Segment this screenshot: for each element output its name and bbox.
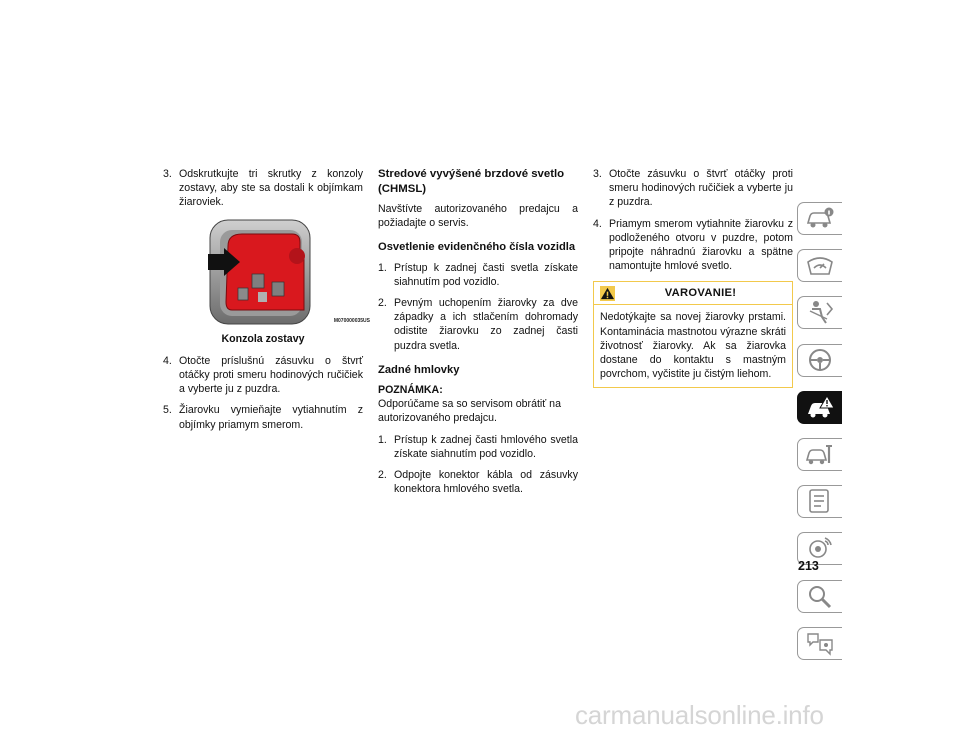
tab-steering[interactable] — [797, 344, 842, 377]
warning-text: Nedotýkajte sa novej žiarovky prstami. Kontaminácia mastnotou výrazne skráti životnosť žiarovky. Ak sa žiarovka dostane do kontaktu s mastným povrchom, vyčistite ju čistým liehom. — [600, 311, 786, 381]
step-text: Odpojte konektor kábla od zásuvky konektora hmlového svetla. — [394, 469, 578, 496]
step-text: Odskrutkujte tri skrutky z konzoly zostavy, aby ste sa dostali k objímkam žiaroviek. — [179, 168, 363, 209]
safety-person-icon — [805, 299, 835, 325]
column-left — [163, 167, 370, 439]
note-title: POZNÁMKA: — [378, 384, 443, 397]
specifications-list-icon — [805, 488, 835, 514]
warning-box — [593, 281, 793, 388]
step-text: Pevným uchopením žiarovky za dve západky a ich stlačením dohromady odistite žiarovku zo zadnej časti puzdra svetla. — [394, 297, 578, 352]
note-text: Odporúčame sa so servisom obrátiť na autorizovaného predajcu. — [378, 398, 561, 425]
step-number: 3. — [163, 168, 172, 180]
multimedia-icon — [805, 535, 835, 561]
step-number: 2. — [378, 469, 387, 482]
dashboard-icon — [805, 252, 835, 278]
assembly-console-figure — [208, 218, 368, 326]
step-number: 1. — [378, 433, 387, 446]
column-right — [593, 167, 793, 388]
step-text: Prístup k zadnej časti svetla získate siahnutím pod vozidlo. — [394, 261, 578, 288]
heading-rear-fog-lamps: Zadné hmlovky — [378, 363, 460, 376]
warning-header — [594, 282, 792, 305]
figure-code: M070000035US — [333, 317, 370, 324]
step-text: Prístup k zadnej časti hmlového svetla získate siahnutím pod vozidlo. — [394, 433, 578, 460]
step-text: Otočte príslušnú zásuvku o štvrť otáčky proti smeru hodinových ručičiek a vyberte ju z puzdra. — [179, 354, 363, 396]
steering-wheel-icon — [805, 347, 835, 373]
license-step-1 — [378, 261, 578, 289]
car-info-icon — [805, 205, 835, 231]
tab-service[interactable] — [797, 438, 842, 471]
fog-step-4 — [593, 217, 793, 274]
tab-emergency[interactable] — [797, 391, 842, 424]
tab-specifications[interactable] — [797, 485, 842, 518]
step-4 — [163, 354, 363, 397]
paragraph-chmsl: Navštívte autorizovaného predajcu a požiadajte o servis. — [378, 203, 578, 230]
step-text: Otočte zásuvku o štvrť otáčky proti smeru hodinových ručičiek a vyberte ju z puzdra. — [609, 168, 793, 209]
step-number: 5. — [163, 404, 172, 417]
fog-step-3 — [593, 167, 793, 210]
lamp-console-illustration — [208, 218, 368, 326]
step-number: 2. — [378, 297, 387, 310]
warning-title: VAROVANIE! — [664, 287, 737, 300]
step-3 — [163, 167, 363, 210]
license-step-2 — [378, 296, 578, 353]
warning-triangle-icon — [600, 286, 615, 301]
step-number: 3. — [593, 168, 602, 180]
chapter-tabs — [797, 202, 842, 674]
tab-car-info[interactable] — [797, 202, 842, 235]
step-number: 1. — [378, 261, 387, 274]
watermark: carmanualsonline.info — [575, 700, 824, 730]
tab-safety[interactable] — [797, 296, 842, 329]
tab-language[interactable] — [797, 627, 842, 660]
note-block — [378, 383, 578, 426]
tab-search[interactable] — [797, 580, 842, 613]
heading-license-plate-lamp: Osvetlenie evidenčného čísla vozidla — [378, 241, 576, 254]
fog-step-1 — [378, 433, 578, 461]
step-text: Priamym smerom vytiahnite žiarovku z podloženého otvoru v puzdre, potom pripojte náhradnú žiarovku a spätne namontujte hmlové svetlo. — [609, 217, 793, 273]
step-number: 4. — [163, 354, 172, 367]
tab-dashboard[interactable] — [797, 249, 842, 282]
page-number: 213 — [798, 559, 819, 573]
fog-step-2 — [378, 468, 578, 496]
figure-caption: Konzola zostavy — [221, 332, 305, 345]
language-icon — [805, 630, 835, 656]
step-number: 4. — [593, 217, 602, 230]
heading-chmsl: Stredové vyvýšené brzdové svetlo (CHMSL) — [378, 168, 565, 195]
search-icon — [805, 583, 835, 609]
column-middle — [378, 167, 578, 503]
step-text: Žiarovku vymieňajte vytiahnutím z objímky priamym smerom. — [179, 404, 363, 431]
car-service-icon — [805, 441, 835, 467]
step-5 — [163, 403, 363, 431]
car-emergency-icon — [805, 394, 835, 420]
